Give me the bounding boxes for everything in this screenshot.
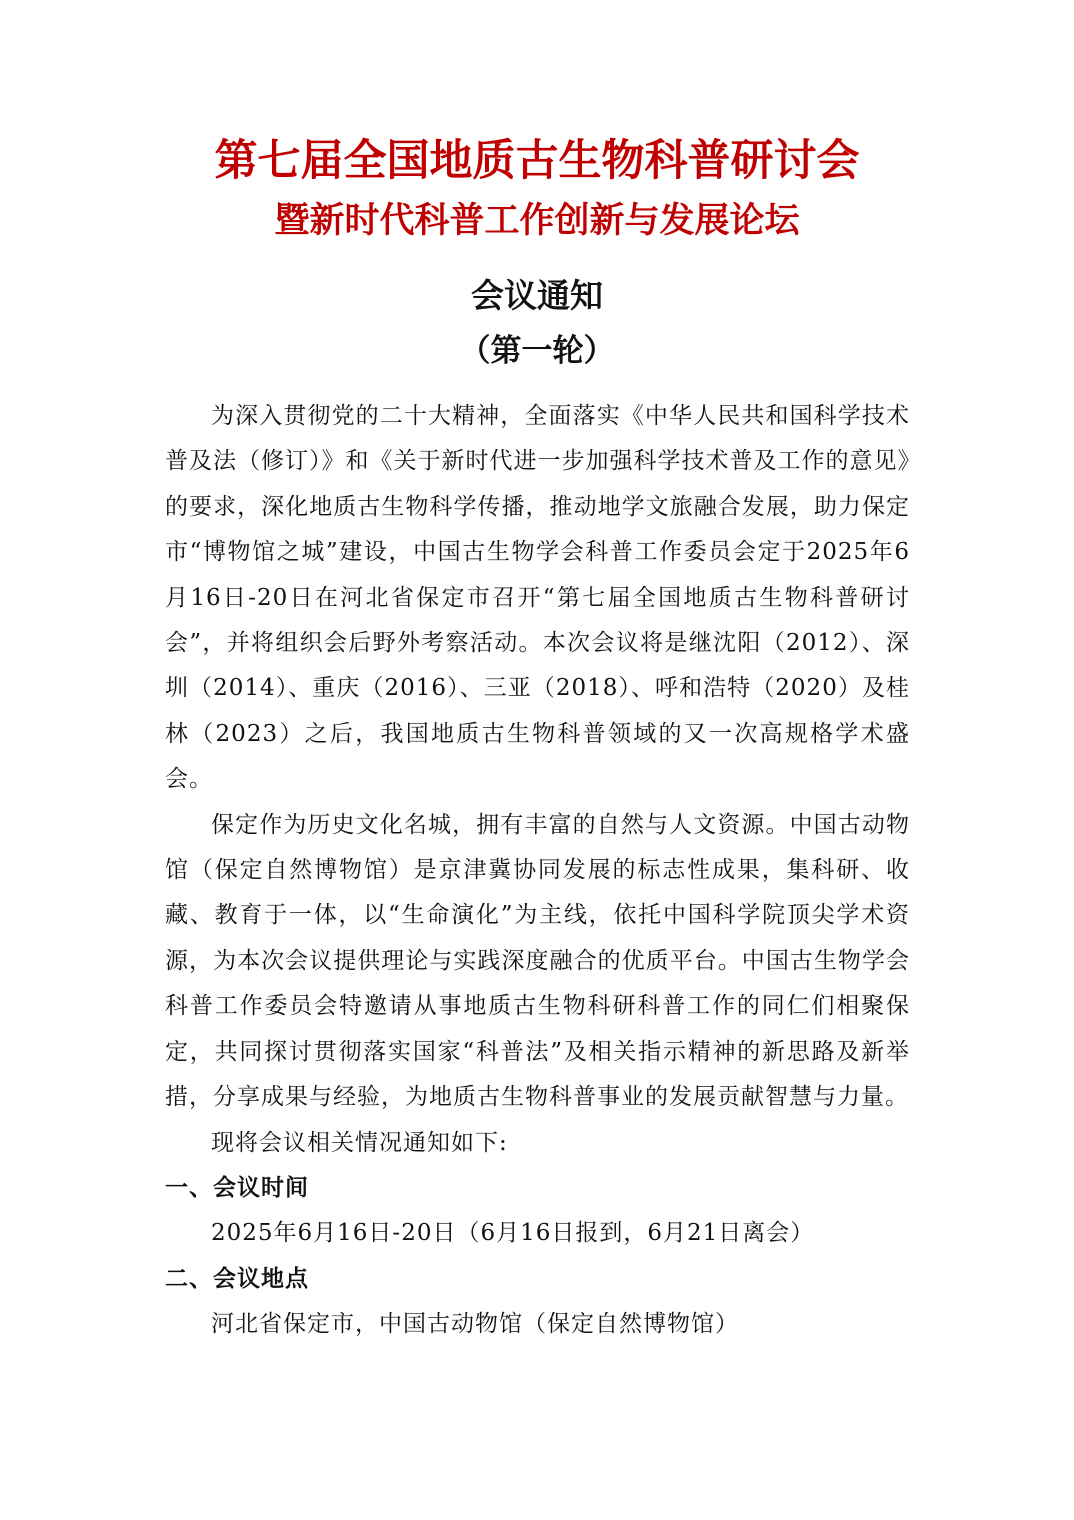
section-content-location: 河北省保定市，中国古动物馆（保定自然博物馆） [211, 1311, 739, 1338]
document-body [165, 394, 910, 1348]
venue-paragraph: 保定作为历史文化名城，拥有丰富的自然与人文资源。中国古动物馆（保定自然博物馆）是京津冀协同发展的标志性成果，集科研、收藏、教育于一体，以“生命演化”为主线，依托中国科学院顶尖学术资源，为本次会议提供理论与实践深度融合的优质平台。中国古生物学会科普工作委员会特邀请从事地质古生物科研科普工作的同仁们相聚保定，共同探讨贯彻落实国家“科普法”及相关指示精神的新思路及新举措，分享成果与经验，为地质古生物科普事业的发展贡献智慧与力量。 [165, 811, 910, 1111]
section-heading-location: 二、会议地点 [165, 1265, 309, 1292]
intro-paragraph: 为深入贯彻党的二十大精神，全面落实《中华人民共和国科学技术普及法（修订）》和《关于新时代进一步加强科学技术普及工作的意见》的要求，深化地质古生物科学传播，推动地学文旅融合发展，助力保定市“博物馆之城”建设，中国古生物学会科普工作委员会定于2025年6月16日-20日在河北省保定市召开“第七届全国地质古生物科普研讨会”，并将组织会后野外考察活动。本次会议将是继沈阳（2012）、深圳（2014）、重庆（2016）、三亚（2018）、呼和浩特（2020）及桂林（2023）之后，我国地质古生物科普领域的又一次高规格学术盛会。 [165, 403, 910, 793]
round-label: （第一轮） [459, 333, 615, 369]
sub-title: 暨新时代科普工作创新与发展论坛 [274, 201, 800, 241]
notice-heading: 会议通知 [471, 276, 603, 315]
notice-lead-paragraph: 现将会议相关情况通知如下: [211, 1129, 508, 1156]
main-title: 第七届全国地质古生物科普研讨会 [214, 136, 860, 186]
section-content-time: 2025年6月16日-20日（6月16日报到，6月21日离会） [211, 1220, 815, 1247]
section-heading-time: 一、会议时间 [165, 1174, 309, 1201]
